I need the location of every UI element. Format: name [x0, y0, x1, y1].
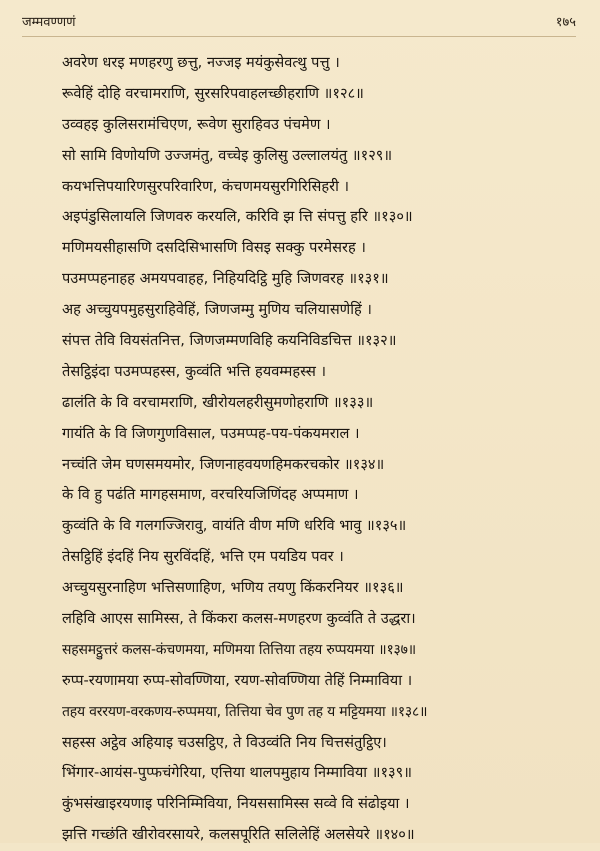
verse-line: ढालंति के वि वरचामराणि, खीरोयलहरीसुमणोहराणि ॥१३३॥ [62, 393, 374, 411]
page-number: १७५ [555, 15, 576, 30]
verse-line: रुप्प-रयणामया रुप्प-सोवण्णिया, रयण-सोवण्णिया तेहिं निम्माविया । [62, 671, 413, 689]
verse-line: कुव्वंति के वि गलगज्जिरावु, वायंति वीण मणि धरिवि भावु ॥१३५॥ [62, 517, 407, 535]
verse-line: लहिवि आएस सामिस्स, ते किंकरा कलस-मणहरण कुव्वंति ते उद्धरा। [62, 610, 416, 628]
verse-line: उव्वहइ कुलिसरामंचिएण, रूवेण सुराहिवउ पंचमेण । [62, 115, 331, 133]
verse-line: गायंति के वि जिणगुणविसाल, पउमप्पह-पय-पंकयमराल । [62, 424, 360, 442]
verse-line: अइपंडुसिलायलि जिणवरु करयलि, करिवि झ त्ति संपत्तु हरि ॥१३०॥ [62, 208, 413, 226]
verse-line: भिंगार-आयंस-पुप्फचंगेरिया, एत्तिया थालपमुहाय निम्माविया ॥१३९॥ [62, 764, 412, 782]
verse-line: अच्चुयसुरनाहिण भत्तिसणाहिण, भणिय तयणु किंकरनियर ॥१३६॥ [62, 579, 404, 597]
verse-line: सहस्स अट्ठेव अहियाइ चउसट्ठिए, ते विउव्वंति निय चित्तसंतुट्ठिए। [62, 733, 387, 751]
verse-line: संपत्त तेवि वियसंतनित्त, जिणजम्मणविहि कयनिविडचित्त ॥१३२॥ [62, 332, 397, 350]
verse-line: सो सामि विणोयणि उज्जमंतु, वच्चेइ कुलिसु उल्लालयंतु ॥१२९॥ [62, 146, 393, 164]
verse-line: तेसट्ठिइंदा पउमप्पहस्स, कुव्वंति भत्ति हयवम्महस्स । [62, 362, 327, 380]
verse-line: मणिमयसीहासणि दसदिसिभासणि विसइ सक्कु परमेसरह । [62, 239, 366, 257]
running-header [22, 10, 576, 32]
verse-line: तेसट्ठिहिं इंदहिं निय सुरविंदहिं, भत्ति एम पयडिय पवर । [62, 548, 344, 566]
verse-line: रूवेहिं दोहि वरचामराणि, सुरसरिपवाहलच्छीहराणि ॥१२८॥ [62, 84, 364, 102]
verse-line: सहसमट्ठुत्तरं कलस-कंचणमया, मणिमया तित्तिया तहय रुप्पयमया ॥१३७॥ [62, 641, 416, 658]
verse-line: कुंभसंखाइरयणाइ परिनिम्मिविया, नियससामिस्स सव्वे वि संढोइया । [62, 795, 410, 813]
verse-line: कयभत्तिपयारिणसुरपरिवारिण, कंचणमयसुरगिरिसिहरी । [62, 177, 350, 195]
verse-text [62, 48, 582, 851]
running-title: जम्मवण्णणं [22, 15, 76, 30]
verse-line: अवरेण धरइ मणहरणु छत्तु, नज्जइ मयंकुसेवत्थु पत्तु । [62, 54, 340, 71]
verse-line: तहय वररयण-वरकणय-रुप्पमया, तित्तिया चेव पुण तह य मट्टियमया ॥१३८॥ [62, 703, 428, 720]
verse-line: अह अच्चुयपमुहसुराहिवेहिं, जिणजम्मु मुणिय चलियासणेहिं । [62, 301, 372, 319]
verse-line: झत्ति गच्छंति खीरोवरसायरे, कलसपूरिति सलिलेहिं अलसेयरे ॥१४०॥ [62, 826, 415, 844]
verse-line: नच्चंति जेम घणसमयमोर, जिणनाहवयणहिमकरचकोर ॥१३४॥ [62, 455, 385, 473]
verse-line: पउमप्पहनाहह अमयपवाहह, निहियदिट्ठि मुहि जिणवरह ॥१३१॥ [62, 270, 389, 288]
verse-line: के वि हु पढंति मागहसमाण, वरचरियजिणिंदह अप्पमाण । [62, 486, 359, 504]
header-rule [22, 36, 576, 37]
